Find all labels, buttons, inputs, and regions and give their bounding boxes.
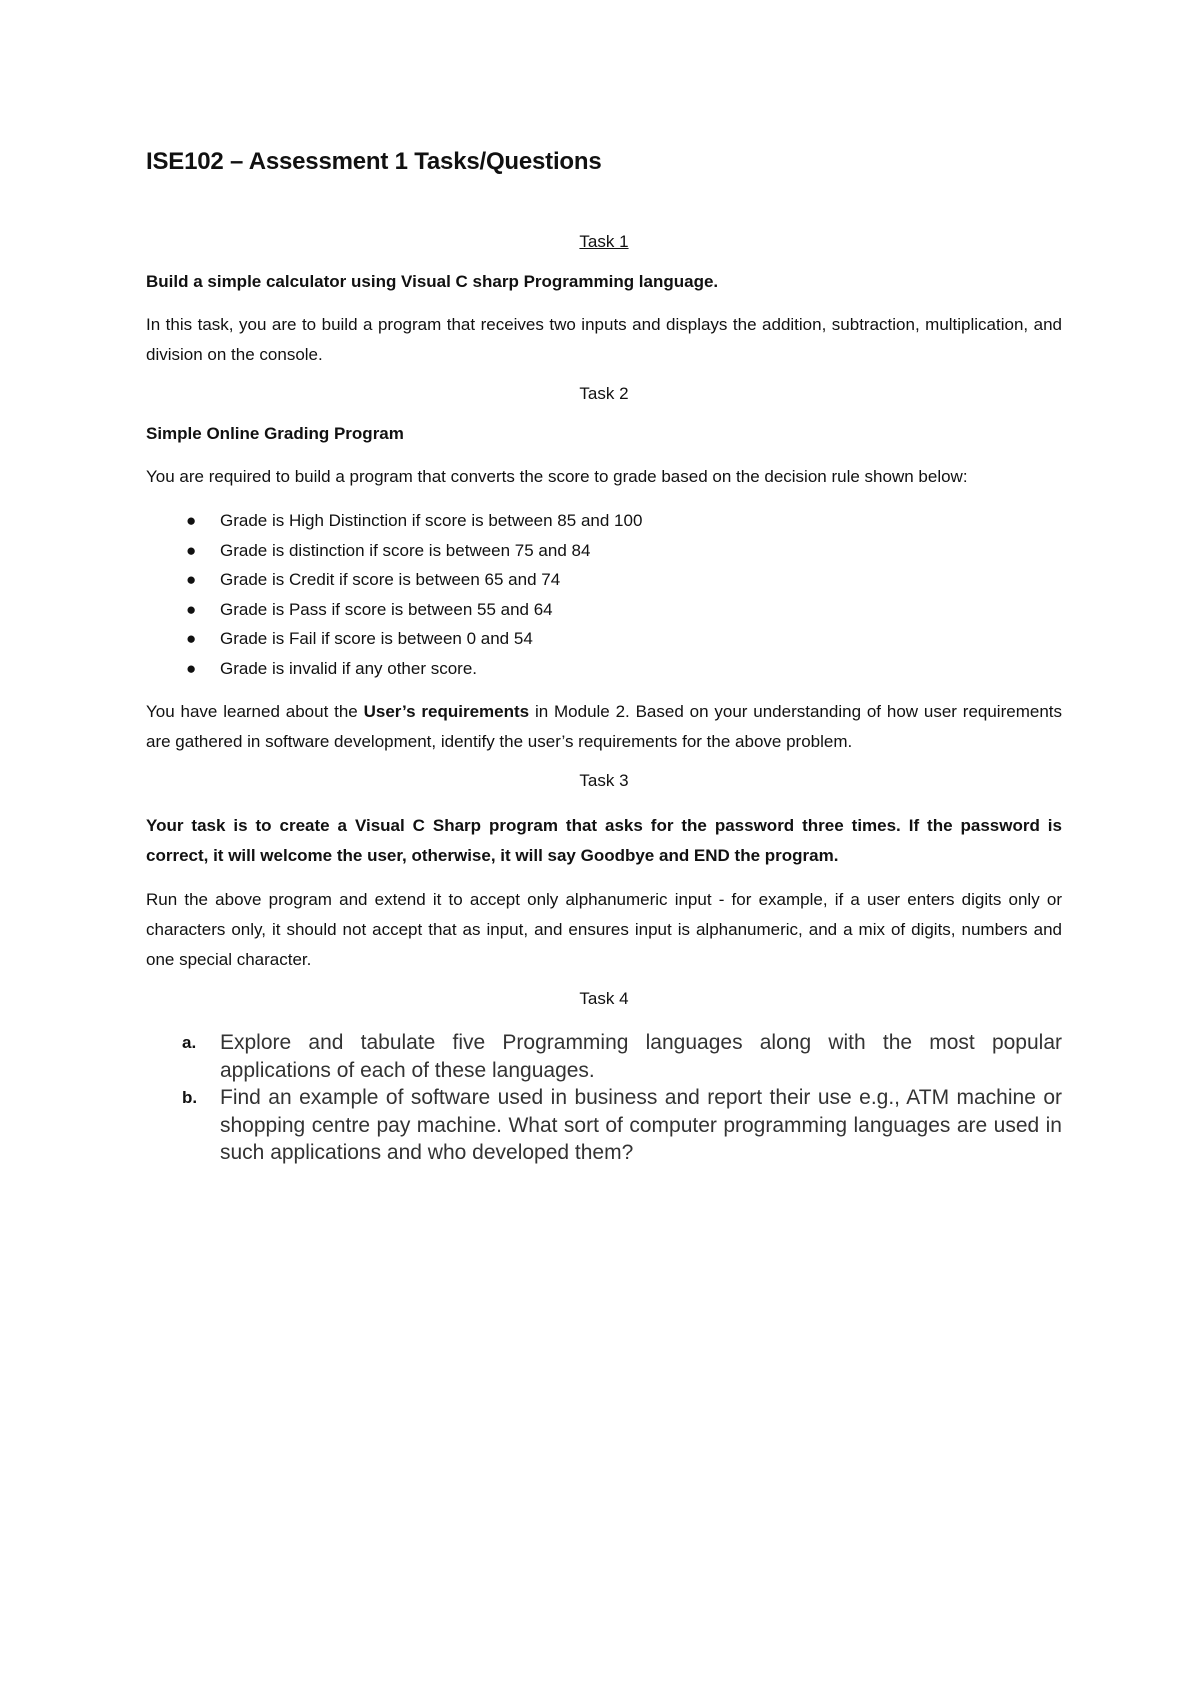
task3-subheading: Your task is to create a Visual C Sharp program that asks for the password three times. If the password is correct, it will welcome the user, otherwise, it will say Goodbye and END the program. — [146, 816, 1062, 865]
task1-body: In this task, you are to build a program that receives two inputs and displays the addition, subtraction, multiplication, and division on the console. — [146, 315, 1062, 364]
list-item — [146, 595, 1062, 625]
task2-subheading: Simple Online Grading Program — [146, 424, 404, 443]
grade-rules-list — [146, 506, 1062, 683]
grade-rule-text: Grade is High Distinction if score is between 85 and 100 — [220, 511, 643, 530]
task1-heading — [146, 232, 1062, 252]
list-item — [146, 536, 1062, 566]
grade-rule-text: Grade is distinction if score is between 75 and 84 — [220, 540, 591, 560]
list-item — [146, 565, 1062, 595]
list-marker: a. — [182, 1033, 197, 1052]
bullet-icon: ● — [186, 599, 197, 619]
bullet-icon: ● — [186, 511, 197, 530]
task2-closing — [146, 697, 1062, 757]
list-marker: b. — [182, 1088, 198, 1107]
bullet-icon: ● — [186, 658, 197, 678]
task2-closing-bold: User’s requirements — [363, 702, 530, 721]
bullet-icon: ● — [186, 540, 197, 560]
task4-item-text: Explore and tabulate five Programming languages along with the most popular applications of each of these languages. — [220, 1031, 1062, 1082]
task3-heading: Task 3 — [579, 771, 629, 790]
task3-body: Run the above program and extend it to accept only alphanumeric input - for example, if a user enters digits only or characters only, it should not accept that as input, and ensures input is alphanumeric, and a mix of digits, numbers and one special character. — [146, 890, 1062, 969]
bullet-icon: ● — [186, 570, 197, 589]
task1-subheading: Build a simple calculator using Visual C sharp Programming language. — [146, 272, 719, 291]
task4-heading: Task 4 — [579, 989, 629, 1008]
grade-rule-text: Grade is invalid if any other score. — [220, 658, 478, 678]
grade-rule-text: Grade is Fail if score is between 0 and 54 — [220, 629, 533, 648]
document-title: ISE102 – Assessment 1 Tasks/Questions — [146, 148, 602, 175]
task4-list — [146, 1029, 1062, 1167]
list-item — [146, 1084, 1062, 1167]
document-content — [146, 148, 1062, 1167]
task2-intro: You are required to build a program that converts the score to grade based on the decision rule shown below: — [146, 467, 968, 486]
bullet-icon: ● — [186, 629, 197, 648]
list-item — [146, 1029, 1062, 1084]
grade-rule-text: Grade is Pass if score is between 55 and 64 — [220, 599, 553, 619]
list-item — [146, 624, 1062, 654]
task1-heading-text: Task 1 — [579, 232, 629, 251]
task4-item-text: Find an example of software used in business and report their use e.g., ATM machine or shopping centre pay machine. What sort of computer programming languages are used in such applications and who developed them? — [220, 1086, 1062, 1164]
task2-closing-pre: You have learned about the — [146, 702, 364, 721]
task2-closing-post: in Module 2. Based on your understanding of how user requirements are gathered in software development, identify the user’s requirements for the above problem. — [146, 702, 1062, 751]
grade-rule-text: Grade is Credit if score is between 65 and 74 — [220, 570, 561, 589]
task2-heading: Task 2 — [579, 384, 629, 403]
list-item — [146, 654, 1062, 684]
list-item — [146, 506, 1062, 536]
